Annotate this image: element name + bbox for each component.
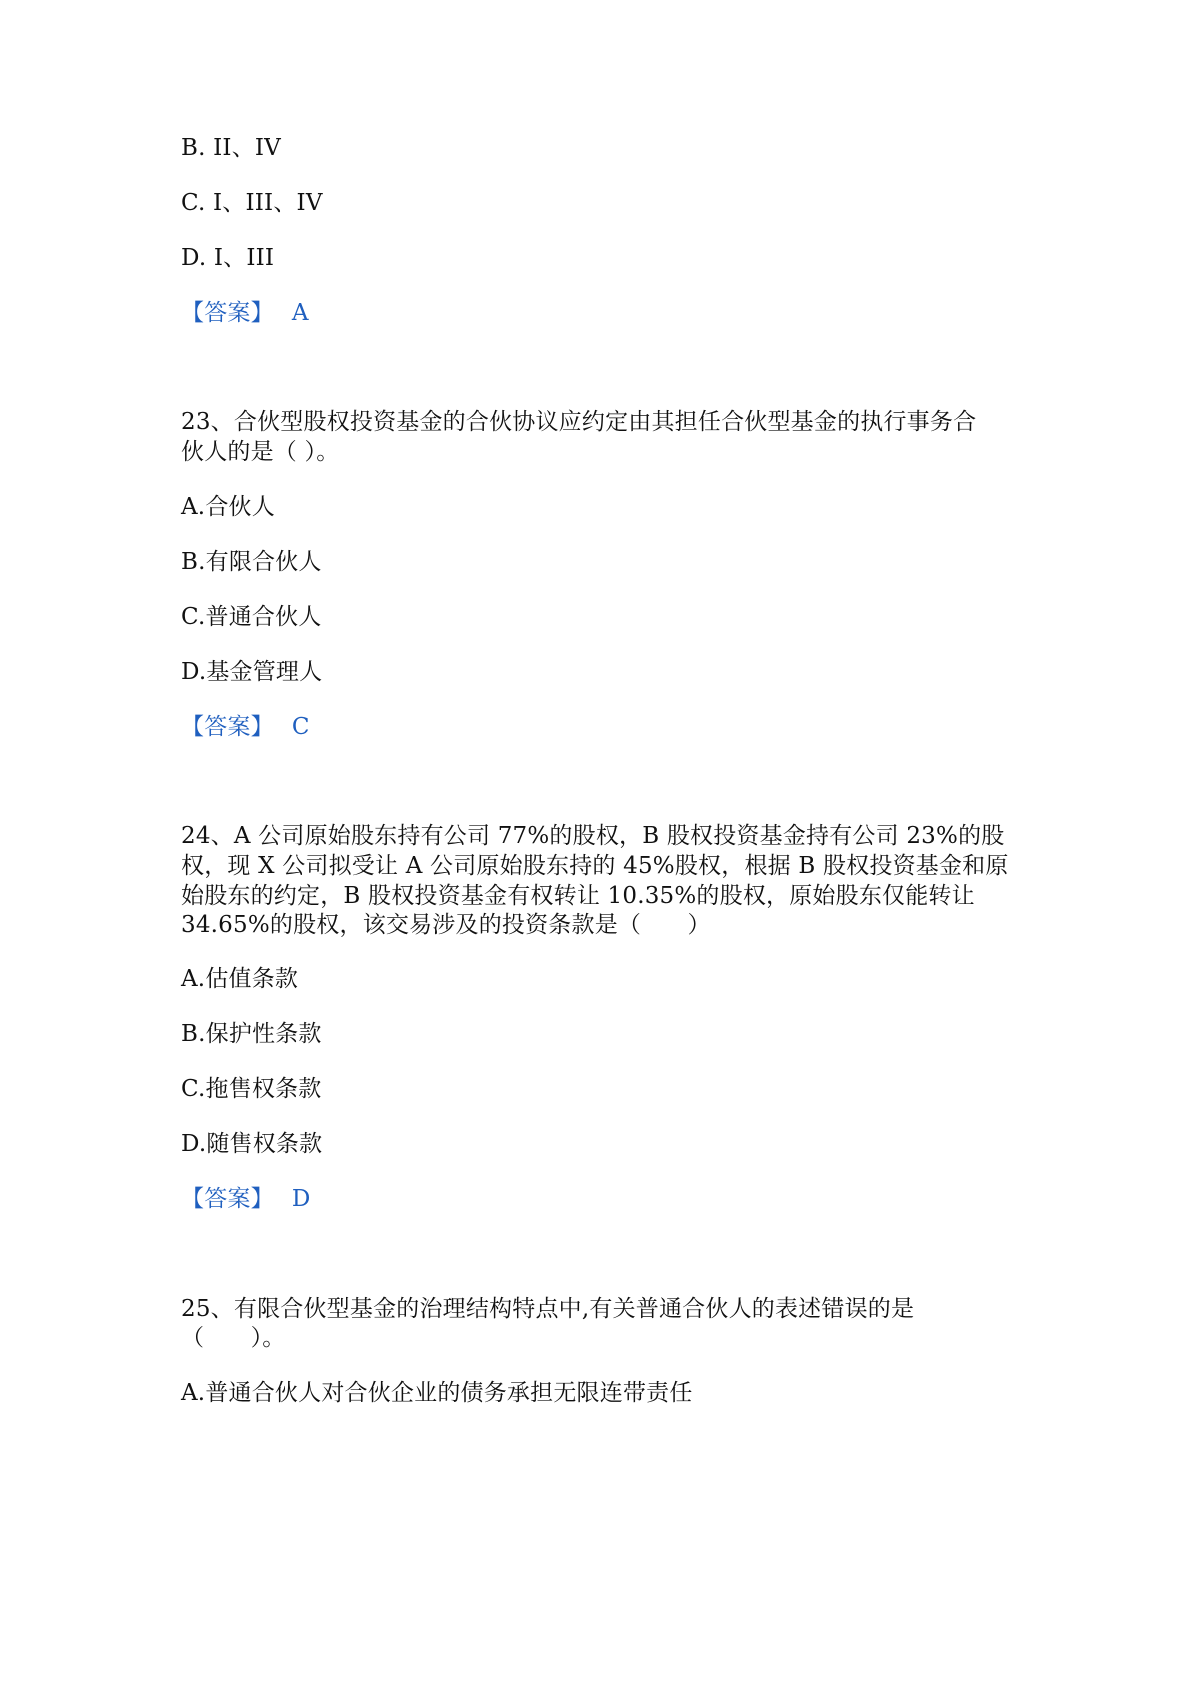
- option-c: C.普通合伙人: [181, 604, 322, 630]
- option-c: C. I、III、IV: [181, 190, 323, 216]
- option-b: B.有限合伙人: [181, 549, 322, 575]
- answer-value: A: [291, 300, 309, 326]
- question-stem-line: 23、合伙型股权投资基金的合伙协议应约定由其担任合伙型基金的执行事务合: [181, 409, 977, 435]
- question-stem-line: 24、A 公司原始股东持有公司 77%的股权，B 股权投资基金持有公司 23%的股: [181, 823, 1005, 849]
- option-d: D.基金管理人: [181, 659, 323, 685]
- question-stem-line: 伙人的是（ ）。: [181, 439, 340, 465]
- option-a: A.估值条款: [181, 966, 299, 992]
- option-b: B.保护性条款: [181, 1021, 322, 1047]
- question-stem-line: 权，现 X 公司拟受让 A 公司原始股东持的 45%股权，根据 B 股权投资基金和原: [181, 853, 1009, 879]
- question-stem-line: 34.65%的股权，该交易涉及的投资条款是（ ）: [181, 912, 711, 938]
- option-a: A.合伙人: [181, 494, 275, 520]
- option-c: C.拖售权条款: [181, 1076, 322, 1102]
- question-stem-line: （ ）。: [181, 1325, 286, 1351]
- option-b: B. II、IV: [181, 135, 281, 161]
- answer-label: 【答案】: [181, 300, 274, 326]
- answer-row: [181, 298, 309, 328]
- question-stem-line: 25、有限合伙型基金的治理结构特点中,有关普通合伙人的表述错误的是: [181, 1296, 915, 1322]
- answer-row: [181, 712, 310, 742]
- answer-value: C: [291, 714, 310, 740]
- option-a: A.普通合伙人对合伙企业的债务承担无限连带责任: [181, 1380, 693, 1406]
- answer-row: [181, 1184, 310, 1214]
- answer-value: D: [291, 1186, 311, 1212]
- question-stem-line: 始股东的约定，B 股权投资基金有权转让 10.35%的股权，原始股东仅能转让: [181, 883, 975, 909]
- answer-label: 【答案】: [181, 1186, 274, 1212]
- option-d: D. I、III: [181, 245, 275, 271]
- answer-label: 【答案】: [181, 714, 274, 740]
- option-d: D.随售权条款: [181, 1131, 323, 1157]
